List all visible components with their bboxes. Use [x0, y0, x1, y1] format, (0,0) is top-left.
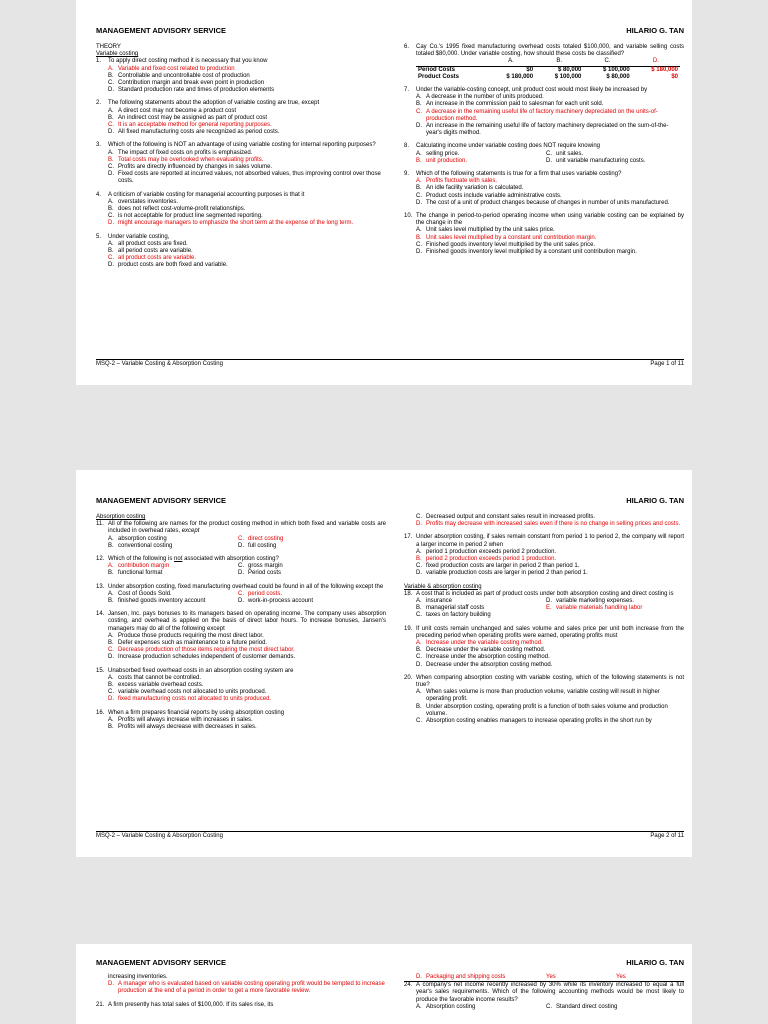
question-number: 3.	[96, 142, 102, 149]
option-item: C. fixed production costs are larger in period 2 than period 1.	[416, 563, 580, 570]
option-item: A. absorption costing	[108, 535, 167, 542]
option-item: B. Defer expenses such as maintenance to a future period.	[108, 640, 268, 647]
option-item: B. finished goods inventory account	[108, 598, 206, 605]
table-cell: $0	[671, 73, 678, 80]
question-item	[96, 142, 386, 185]
question-13	[96, 584, 386, 606]
options-grid	[404, 598, 684, 620]
question-6	[404, 44, 684, 81]
table-cell: $ 100,000	[602, 66, 630, 73]
question-number: 7.	[404, 87, 410, 94]
subsection-title: Variable costing	[96, 51, 139, 58]
option-item: A. Profits fluctuate with sales.	[416, 178, 498, 185]
right-column	[404, 44, 684, 262]
option-item: C. period costs.	[238, 590, 283, 597]
right-column	[404, 514, 684, 731]
question-number: 8.	[404, 143, 410, 150]
subsection-title: Variable & absorption costing	[404, 583, 482, 590]
question-stem: Jansen, Inc. pays bonuses to its managers based on operating income. The company uses absorption costing, and overhead is applied on the basis of direct labor hours. To increase bonuses, Jansen's managers may do all of the following except	[108, 611, 386, 632]
question-number: 19.	[404, 625, 413, 632]
option-item: A. A decrease in the number of units produced.	[416, 94, 544, 101]
option-item: E. variable materials handling labor	[546, 605, 643, 612]
table-cell: $0	[526, 66, 534, 73]
question-stem: Which of the following statements is true for a firm that uses variable costing?	[416, 171, 622, 178]
option-item: B. An indirect cost may be assigned as part of product cost	[108, 114, 268, 121]
option-item: B. Under absorption costing, operating profit is a function of both sales volume and production volume.	[416, 703, 668, 717]
question-stem: A company's net income recently increased by 30% while its inventory increased to equal a full year's sales requirements. Which of the following accounting methods would be most likely to produce the favorable income results?	[416, 982, 684, 1003]
question-item	[404, 213, 684, 256]
option-item: A. Cost of Goods Sold.	[108, 590, 172, 597]
option-item: D. product costs are both fixed and variable.	[108, 262, 228, 269]
option-item: B. An idle facility variation is calculated.	[416, 185, 524, 192]
left-column	[96, 974, 386, 1009]
left-column	[96, 514, 386, 737]
option-item: A. insurance	[416, 598, 453, 605]
option-item: C. Contribution margin and break even point in production	[108, 80, 265, 87]
question-item	[96, 234, 386, 270]
question-item	[96, 100, 386, 136]
option-item: D. variable production costs are larger in period 2 than period 1.	[416, 570, 588, 577]
question-number: 1.	[96, 58, 102, 65]
question-24	[404, 982, 684, 1011]
option-item: B. unit production.	[416, 157, 468, 164]
left-column	[96, 44, 386, 276]
right-column	[404, 974, 684, 1017]
question-list	[96, 58, 386, 269]
option-item: A. Profits will always increase with increases in sales.	[108, 716, 253, 723]
option-item: D. A manager who is evaluated based on variable costing operating profit would be tempted to increase production at the end of a period in order to get a more favorable review.	[108, 981, 385, 995]
option-item: B. does not reflect cost-volume-profit relationships.	[108, 206, 246, 213]
option-item	[546, 612, 684, 619]
option-item: C. Decreased output and constant sales result in increased profits.	[416, 514, 596, 520]
question-stem: A firm presently has total sales of $100,000. If its sales rise, its	[108, 1001, 274, 1008]
document-page-3	[76, 944, 692, 1024]
options-grid	[96, 563, 386, 577]
question-number: 15.	[96, 667, 105, 674]
option-item: C. It is an acceptable method for general reporting purposes.	[108, 122, 272, 129]
question-stem: Under absorption costing, fixed manufacturing overhead could be found in all of the following except the	[108, 583, 384, 590]
option-item: A. The impact of fixed costs on profits is emphasized.	[108, 149, 253, 156]
option-item: C. variable overhead costs not allocated to units produced.	[108, 689, 267, 696]
question-emphasis: except	[181, 528, 200, 535]
column-header: C.	[583, 58, 631, 66]
question-stem: The change in period-to-period operating income when using variable costing can be explained by the change in the	[416, 213, 684, 227]
option-item: D. might encourage managers to emphasize the short term at the expense of the long term.	[108, 220, 354, 227]
option-item: A. Unit sales level multiplied by the unit sales price.	[416, 227, 555, 234]
question-stem: All of the following are names for the product costing method in which both fixed and variable costs are included in overhead rates, except	[108, 521, 386, 535]
question-stem: Cay Co.'s 1995 fixed manufacturing overhead costs totaled $100,000, and variable selling costs totaled $80,000. Under variable costing, how should these costs be classified?	[416, 44, 684, 58]
option-item: C. Decrease production of those items requiring the most direct labor.	[108, 647, 295, 654]
question-item	[96, 58, 386, 94]
question-number: 21.	[96, 1001, 105, 1008]
options-grid	[404, 1004, 684, 1011]
table-cell: $ 80,000	[558, 66, 582, 73]
option-item: C. A decrease in the remaining useful life of factory machinery depreciated on the units-of-production method.	[416, 108, 658, 122]
question-stem: Which of the following is not associated with absorption costing?	[108, 556, 279, 563]
header-right: HILARIO G. TAN	[626, 958, 684, 967]
question-stem: Calculating income under variable costing does NOT require knowing	[416, 143, 600, 150]
option-item: C. Absorption costing enables managers to increase operating profits in the short run by	[416, 718, 652, 725]
table-cell: $ 180,000	[651, 66, 678, 73]
option-item: D. variable marketing expenses.	[546, 598, 635, 605]
header-right: HILARIO G. TAN	[626, 26, 684, 35]
page-header	[96, 26, 684, 38]
option-item: D. Period costs	[238, 570, 282, 577]
table-cell: $ 100,000	[554, 73, 582, 80]
question-stem: A criticism of variable costing for managerial accounting purposes is that it	[108, 191, 305, 198]
page-number: Page 2 of 11	[650, 833, 684, 839]
question-number: 17.	[404, 534, 413, 541]
question-list	[96, 611, 386, 731]
footer-left: MSQ-2 – Variable Costing & Absorption Costing	[96, 361, 223, 367]
table-row: D. Packaging and shipping costs Yes Yes	[404, 974, 684, 982]
header-left: MANAGEMENT ADVISORY SERVICE	[96, 496, 227, 505]
question-item	[404, 87, 684, 137]
subsection-title: Absorption costing	[96, 514, 146, 520]
option-item: B. period 2 production exceeds period 1 production.	[416, 556, 557, 563]
question-stem: If unit costs remain unchanged and sales volume and sales price per unit both increase from the preceding period when operating profits were earned, operating profits must	[416, 625, 684, 639]
option-item: C. Increase under the absorption costing method.	[416, 654, 550, 661]
option-item: A. contribution margin	[108, 563, 170, 570]
question-number: 18.	[404, 590, 413, 597]
question-stem: When a firm prepares financial reports by using absorption costing	[108, 709, 285, 716]
document-page-1	[76, 0, 692, 385]
column-header: D.	[632, 58, 680, 66]
option-item: B. Decrease under the variable costing method.	[416, 647, 546, 654]
options-grid	[96, 536, 386, 550]
option-item: D. The cost of a unit of product changes because of changes in number of units manufactured.	[416, 199, 670, 206]
question-item	[96, 710, 386, 732]
option-item: D. Profits may decrease with increased sales even if there is no change in selling prices and costs.	[416, 521, 681, 528]
option-item: C. Finished goods inventory level multiplied by the unit sales price.	[416, 241, 596, 248]
option-item: B. Controllable and uncontrollable cost of production	[108, 72, 250, 79]
footer-left: MSQ-2 – Variable Costing & Absorption Costing	[96, 833, 223, 839]
question-number: 14.	[96, 611, 105, 618]
option-item: A. overstates inventories.	[108, 198, 179, 205]
option-item: D. full costing	[238, 542, 277, 549]
continued-text: increasing inventories.	[108, 974, 168, 980]
option-item: A. When sales volume is more than production volume, variable costing will result in higher operating profit.	[416, 689, 660, 703]
option-item: D. All fixed manufacturing costs are recognized as period costs.	[108, 129, 280, 136]
question-19	[404, 626, 684, 669]
question-stem: Which of the following is NOT an advantage of using variable costing for internal reporting purposes?	[108, 142, 376, 149]
page-number: Page 1 of 11	[650, 361, 684, 367]
option-item: A. Absorption costing	[416, 1003, 476, 1010]
option-item: D. fixed manufacturing costs not allocated to units produced.	[108, 696, 272, 703]
page-footer	[96, 831, 684, 843]
question-item	[404, 171, 684, 207]
option-item: C. Product costs include variable administrative costs.	[416, 192, 562, 199]
question-number: 11.	[96, 521, 104, 528]
question-number: 13.	[96, 583, 105, 590]
option-item: D. unit variable manufacturing costs.	[546, 157, 646, 164]
option-item: A. Increase under the variable costing method.	[416, 640, 543, 647]
option-item: B. Total costs may be overlooked when evaluating profits.	[108, 156, 264, 163]
question-stem: A cost that is included as part of product costs under both absorption costing and direct costing is	[416, 590, 674, 597]
option-item: A. period 1 production exceeds period 2 production.	[416, 548, 557, 555]
option-item: C. direct costing	[238, 535, 284, 542]
table-row: Product Costs $ 180,000 $ 100,000 $ 80,000 $0	[418, 73, 678, 80]
question-number: 9.	[404, 171, 410, 178]
option-item: A. all product costs are fixed.	[108, 240, 188, 247]
question-number: 16.	[96, 709, 105, 716]
option-item: C. gross margin	[238, 563, 283, 570]
header-left: MANAGEMENT ADVISORY SERVICE	[96, 26, 227, 35]
question-stem: Unabsorbed fixed overhead costs in an absorption costing system are	[108, 667, 294, 674]
question-number: 20.	[404, 674, 413, 681]
question-number: 6.	[404, 44, 410, 50]
option-item: D. Standard production rate and times of production elements	[108, 87, 275, 94]
option-item: B. functional format	[108, 570, 163, 577]
column-header: A.	[487, 58, 535, 66]
option-item: A. Variable and fixed cost related to production	[108, 65, 235, 72]
question-18	[404, 591, 684, 620]
question-11	[96, 521, 386, 550]
page-header	[96, 958, 684, 970]
question-number: 12.	[96, 556, 105, 563]
question-number: 24.	[404, 982, 413, 989]
option-item: B. Unit sales level multiplied by a constant unit contribution margin.	[416, 234, 597, 241]
question-stem: When comparing absorption costing with variable costing, which of the following statements is not true?	[416, 674, 684, 689]
question-item	[96, 611, 386, 661]
question-12	[96, 556, 386, 578]
question-stem: The following statements about the adoption of variable costing are true, except	[108, 100, 320, 107]
option-item: D. Increase production schedules independent of customer demands.	[108, 654, 296, 661]
classification-table	[416, 58, 680, 81]
question-number: 5.	[96, 233, 102, 240]
options-grid	[96, 591, 386, 605]
question-number: 4.	[96, 191, 102, 198]
question-list	[404, 87, 684, 256]
option-item: B. An increase in the commission paid to salesman for each unit sold.	[416, 101, 604, 108]
option-item: C. Standard direct costing	[546, 1003, 618, 1010]
question-16-continued	[404, 514, 684, 528]
option-item: D. Finished goods inventory level multiplied by a constant unit contribution margin.	[416, 249, 637, 256]
option-item: B. conventional costing	[108, 542, 173, 549]
question-20	[404, 675, 684, 725]
option-item: D. An increase in the remaining useful life of factory machinery depreciated on the sum-of-the-year's digits method.	[416, 123, 669, 137]
column-header: B.	[535, 58, 583, 66]
option-item: A. selling price.	[416, 150, 460, 157]
option-item: C. unit sales.	[546, 150, 584, 157]
option-item: D. Fixed costs are reported at incurred values, not absorbed values, thus improving control over those costs.	[108, 171, 381, 185]
question-21	[96, 1002, 386, 1009]
page-footer	[96, 359, 684, 371]
question-17	[404, 534, 684, 577]
question-stem: To apply direct costing method it is necessary that you know	[108, 58, 268, 65]
header-right: HILARIO G. TAN	[626, 496, 684, 505]
table-cell: $ 180,000	[506, 73, 534, 80]
question-number: 2.	[96, 100, 102, 107]
option-item: B. Profits will always decrease with decreases in sales.	[108, 724, 257, 731]
option-item: C. taxes on factory building	[416, 612, 491, 619]
option-item: C. all product costs are variable.	[108, 255, 197, 262]
question-item	[96, 668, 386, 704]
option-item: C. Profits are directly influenced by changes in sales volume.	[108, 164, 273, 171]
table-cell: $ 80,000	[606, 73, 630, 80]
question-number: 10.	[404, 213, 413, 220]
option-item: D. Decrease under the absorption costing method.	[416, 661, 553, 668]
option-item: A. costs that cannot be controlled.	[108, 674, 202, 681]
header-left: MANAGEMENT ADVISORY SERVICE	[96, 958, 227, 967]
option-item: B. excess variable overhead costs.	[108, 682, 204, 689]
option-item: D. work-in-process account	[238, 598, 314, 605]
question-item	[96, 192, 386, 228]
question-stem: Under the variable-costing concept, unit product cost would most likely be increased by	[416, 87, 648, 94]
section-title: THEORY	[96, 44, 121, 50]
option-item: A. A direct cost may not become a product cost	[108, 107, 237, 114]
option-item: C. is not acceptable for product line segmented reporting.	[108, 213, 263, 220]
page-header	[96, 496, 684, 508]
option-item: B. managerial staff costs	[416, 605, 485, 612]
question-stem: Under absorption costing, if sales remain constant from period 1 to period 2, the company will report a larger income in period 2 when	[416, 534, 684, 548]
option-item: A. Produce those products requiring the most direct labor.	[108, 632, 264, 639]
option-item: B. all period costs are variable.	[108, 248, 193, 255]
document-page-2	[76, 470, 692, 857]
question-stem: Under variable costing,	[108, 233, 170, 240]
question-item	[404, 143, 684, 165]
options-grid	[404, 151, 684, 165]
table-row: Period Costs $0 $ 80,000 $ 100,000 $ 180,000	[418, 66, 678, 73]
